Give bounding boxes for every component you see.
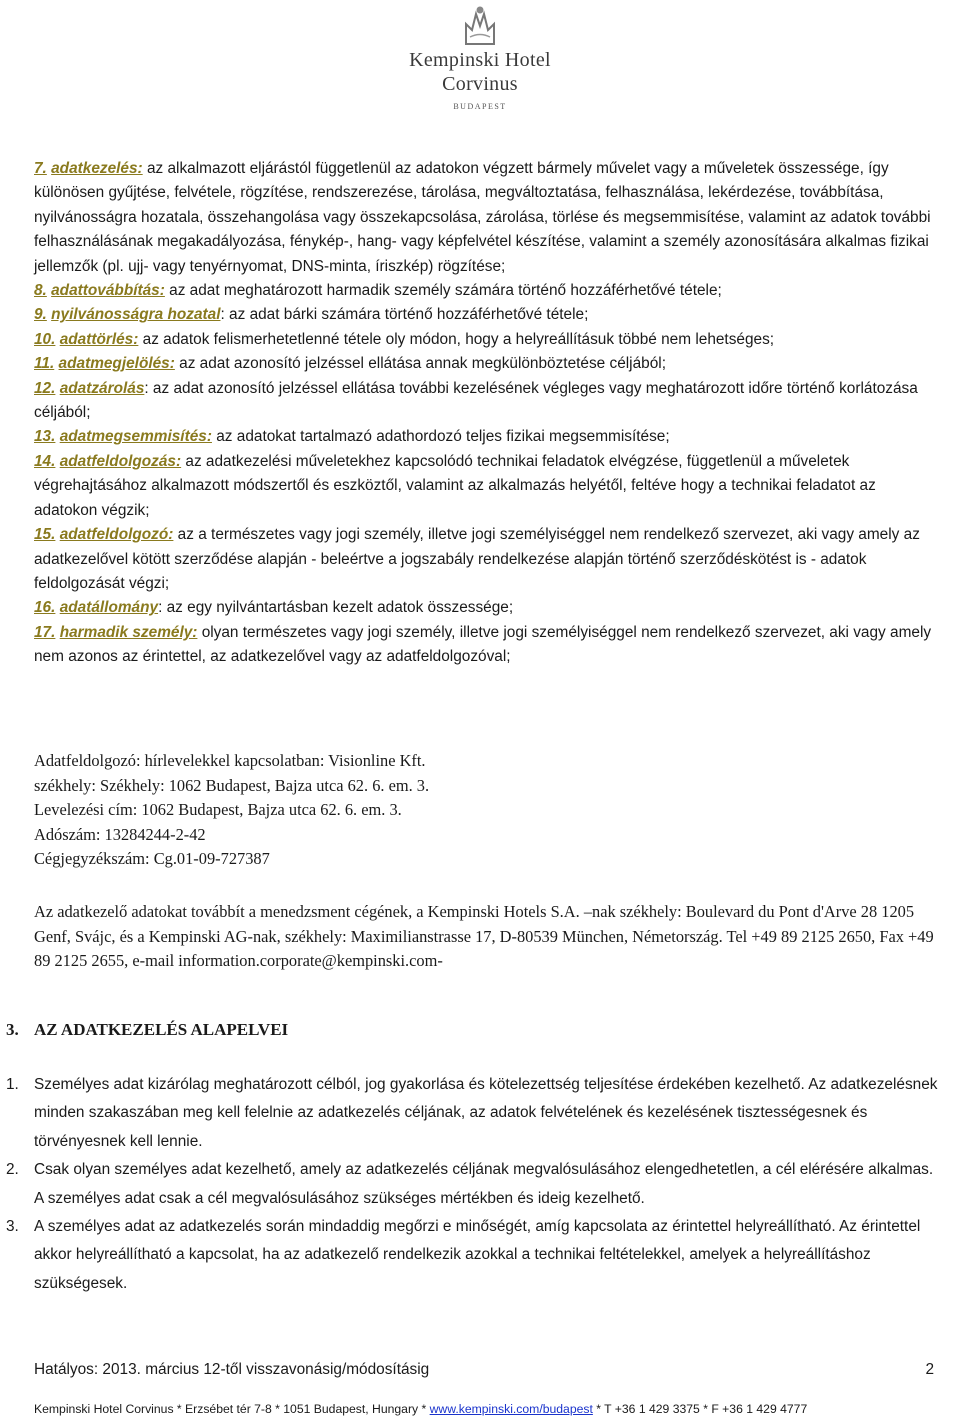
- definition-item: 14. adatfeldolgozás: az adatkezelési műveletekhez kapcsolódó technikai feladatok elvégzése, függetlenül a műveletek végrehajtásához alkalmazott módszertől és eszköztől, valamint az alkalmazás helyétől, feltéve hogy a technikai feladatot az adatokon végzik;: [34, 452, 876, 519]
- definition-item: 16. adatállomány: az egy nyilvántartásban kezelt adatok összessége;: [34, 599, 514, 617]
- processor-line: Adatfeldolgozó: hírlevelekkel kapcsolatban: Visionline Kft.: [34, 751, 426, 770]
- processor-line: Levelezési cím: 1062 Budapest, Bajza utca 62. 6. em. 3.: [34, 800, 402, 820]
- processor-line: székhely: Székhely: 1062 Budapest, Bajza utca 62. 6. em. 3.: [34, 775, 430, 795]
- principles-list: [0, 1071, 940, 1298]
- principle-item: 1. Személyes adat kizárólag meghatározott célból, jog gyakorlása és kötelezettség teljesítése érdekében kezelhető. Az adatkezelésnek minden szakaszában meg kell felelnie az adatkezelés céljának, az adatok felvételének és kezelésének tisztességesnek és törvényesnek kell lennie.: [6, 1076, 938, 1150]
- definition-item: 10. adattörlés: az adatok felismerhetetlenné tétele oly módon, hogy a helyreállításuk többé nem lehetséges;: [34, 330, 775, 348]
- hotel-logo: [0, 4, 960, 111]
- website-link[interactable]: www.kempinski.com/budapest: [429, 1402, 593, 1416]
- section-number: 3.: [6, 1020, 19, 1039]
- crown-crest-icon: [460, 4, 500, 48]
- logo-name-line1: Kempinski Hotel: [409, 49, 551, 71]
- section-title: AZ ADATKEZELÉS ALAPELVEI: [34, 1020, 289, 1039]
- definition-item: 9. nyilvánosságra hozatal: az adat bárki számára történő hozzáférhetővé tétele;: [34, 306, 589, 324]
- footer-validity: [34, 1360, 934, 1380]
- data-forwarding-paragraph: Az adatkezelő adatokat továbbít a menedzsment cégének, a Kempinski Hotels S.A. –nak székhely: Boulevard du Pont d'Arve 28 1205 Genf, Svájc, és a Kempinski AG-nak, székhely: Maximilianstrasse 17, D-80539 München, Németország. Tel +49 89 2125 2650, Fax +49 89 2125 2655, e-mail information.corporate@kempinski.com-: [34, 902, 934, 971]
- definition-item: 7. adatkezelés: az alkalmazott eljárástól függetlenül az adatokon végzett bármely művelet vagy a műveletek összessége, így különösen gyűjtése, felvétele, rögzítése, rendszerezése, tárolása, megváltoztatása, felhasználása, lekérdezése, továbbítása, nyilvánosságra hozatala, összehangolása vagy összekapcsolása, zárolása, törlése és megsemmisítése, valamint az adatok további felhasználásának megakadályozása, fénykép-, hang- vagy képfelvétel készítése, valamint a személy azonosítására alkalmas fizikai jellemzők (pl. ujj- vagy tenyérnyomat, DNS-minta, íriszkép) rögzítése;: [34, 160, 931, 275]
- definition-item: 17. harmadik személy: olyan természetes vagy jogi személy, illetve jogi személyiséggel nem rendelkező szervezet, aki vagy amely nem azonos az érintettel, az adatkezelővel vagy az adatfeldolgozóval;: [34, 623, 932, 666]
- definition-item: 13. adatmegsemmisítés: az adatokat tartalmazó adathordozó teljes fizikai megsemmisítése;: [34, 428, 670, 446]
- logo-name-line2: Corvinus: [442, 73, 518, 95]
- validity-text: Hatályos: 2013. március 12-től visszavonásig/módosításig: [34, 1361, 430, 1378]
- principle-item: 3. A személyes adat az adatkezelés során mindaddig megőrzi e minőségét, amíg kapcsolata az érintettel helyreállítható. Az érintettel akkor helyreállítható a kapcsolat, ha az adatkezelő rendelkezik azokkal a technikai feltételekkel, amelyek a helyreállításhoz szükségesek.: [6, 1218, 921, 1292]
- footer-address: Kempinski Hotel Corvinus * Erzsébet tér 7-8 * 1051 Budapest, Hungary * www.kempinski.com/budapest * T +36 1 429 3375 * F +36 1 429 4777: [34, 1402, 808, 1416]
- processor-line: Cégjegyzékszám: Cg.01-09-727387: [34, 849, 270, 869]
- principle-item: 2. Csak olyan személyes adat kezelhető, amely az adatkezelés céljának megvalósulásához elengedhetetlen, a cél elérésére alkalmas. A személyes adat csak a cél megvalósulásához szükséges mértékben és ideig kezelhető.: [6, 1161, 934, 1207]
- logo-city: BUDAPEST: [453, 102, 507, 111]
- processor-info: [34, 749, 934, 872]
- definition-item: 15. adatfeldolgozó: az a természetes vagy jogi személy, illetve jogi személyiséggel nem rendelkező szervezet, aki vagy amely az adatkezelővel kötött szerződése alapján - beleértve a jogszabály rendelkezése alapján történő szerződéskötést is - adatok feldolgozását végzi;: [34, 526, 920, 592]
- definition-item: 12. adatzárolás: az adat azonosító jelzéssel ellátása további kezelésének végleges vagy meghatározott időre történő korlátozása céljából;: [34, 379, 918, 422]
- definition-item: 11. adatmegjelölés: az adat azonosító jelzéssel ellátása annak megkülönböztetése céljából;: [34, 355, 666, 373]
- definitions-list: [34, 157, 934, 670]
- page-number: 2: [925, 1361, 934, 1378]
- processor-line: Adószám: 13284244-2-42: [34, 824, 206, 844]
- definition-item: 8. adattovábbítás: az adat meghatározott harmadik személy számára történő hozzáférhetővé tétele;: [34, 282, 722, 300]
